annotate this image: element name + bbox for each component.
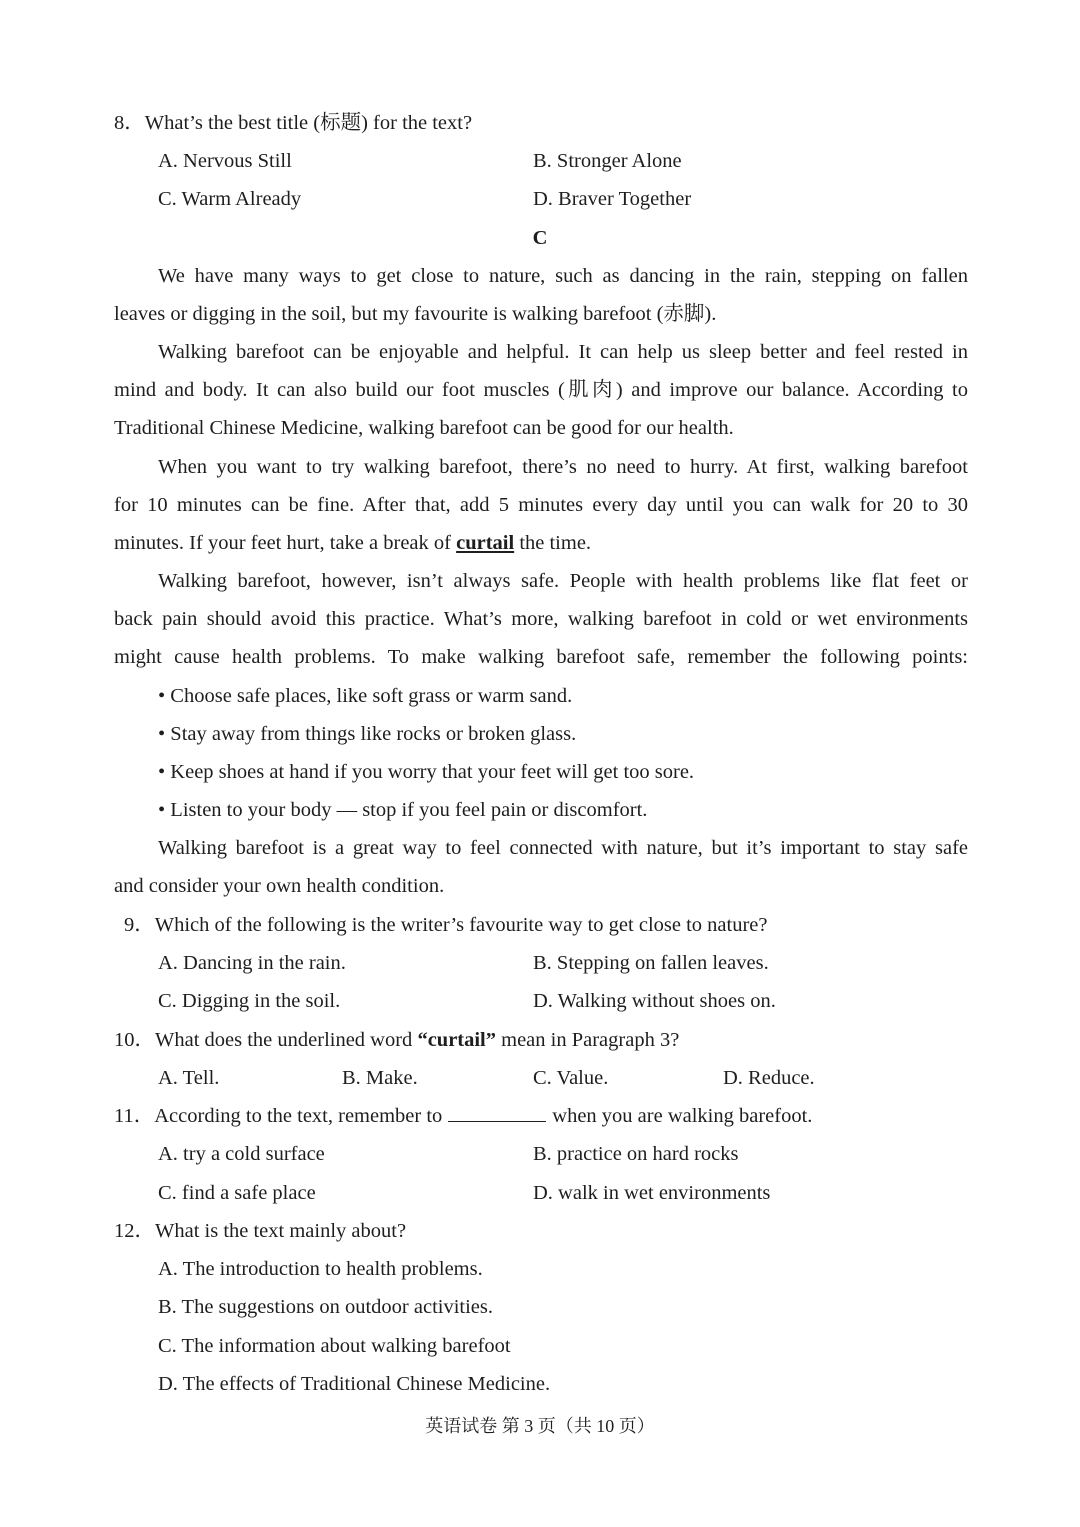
p3-line3-text-before: minutes. If your feet hurt, take a break of xyxy=(114,532,451,554)
q12-option-a: A. The introduction to health problems. xyxy=(158,1258,483,1280)
q11-option-c: C. find a safe place xyxy=(158,1182,316,1204)
q8-option-b: B. Stronger Alone xyxy=(533,150,682,172)
q12-option-d: D. The effects of Traditional Chinese Medicine. xyxy=(158,1373,551,1395)
q11-option-d: D. walk in wet environments xyxy=(533,1182,771,1204)
q8-option-c: C. Warm Already xyxy=(158,188,302,210)
q9-option-d: D. Walking without shoes on. xyxy=(533,990,776,1012)
q10-option-a: A. Tell. xyxy=(158,1067,220,1089)
q11-option-b: B. practice on hard rocks xyxy=(533,1143,739,1165)
q10-option-d: D. Reduce. xyxy=(723,1067,815,1089)
q10-option-c: C. Value. xyxy=(533,1067,609,1089)
q11-option-a: A. try a cold surface xyxy=(158,1143,325,1165)
q11-stem xyxy=(114,1103,812,1129)
q10-option-b: B. Make. xyxy=(342,1067,418,1089)
passage-p4-line1: Walking barefoot, however, isn’t always safe. People with health problems like flat feet or xyxy=(158,570,968,592)
passage-p5-line2: and consider your own health condition. xyxy=(114,875,445,897)
q8-stem: 8．What’s the best title (标题) for the text? xyxy=(114,112,473,134)
passage-p1-line1: We have many ways to get close to nature, such as dancing in the rain, stepping on fallen xyxy=(158,265,968,287)
passage-p3-line2: for 10 minutes can be fine. After that, add 5 minutes every day until you can walk for 20 to 30 xyxy=(114,494,968,516)
q11-stem-before: 11．According to the text, remember to xyxy=(114,1105,443,1127)
q10-stem-before: 10．What does the underlined word xyxy=(114,1029,413,1051)
passage-p2-line1: Walking barefoot can be enjoyable and helpful. It can help us sleep better and feel rested in xyxy=(158,341,968,363)
q9-option-b: B. Stepping on fallen leaves. xyxy=(533,952,769,974)
q8-option-a: A. Nervous Still xyxy=(158,150,292,172)
q10-stem xyxy=(114,1027,679,1053)
bullet-item: • Listen to your body — stop if you feel pain or discomfort. xyxy=(158,799,648,821)
q12-option-b: B. The suggestions on outdoor activities. xyxy=(158,1296,493,1318)
answer-blank xyxy=(448,1103,546,1122)
passage-p4-line3: might cause health problems. To make walking barefoot safe, remember the following points: xyxy=(114,646,968,668)
q12-stem: 12．What is the text mainly about? xyxy=(114,1220,407,1242)
passage-label: C xyxy=(532,227,548,249)
passage-p3-line3 xyxy=(114,530,591,556)
q11-stem-after: when you are walking barefoot. xyxy=(552,1105,813,1127)
q9-stem: 9．Which of the following is the writer’s favourite way to get close to nature? xyxy=(124,914,768,936)
q9-option-c: C. Digging in the soil. xyxy=(158,990,341,1012)
passage-p1-line2: leaves or digging in the soil, but my favourite is walking barefoot (赤脚). xyxy=(114,303,717,325)
bullet-item: • Stay away from things like rocks or broken glass. xyxy=(158,723,577,745)
passage-p5-line1: Walking barefoot is a great way to feel connected with nature, but it’s important to stay safe xyxy=(158,837,968,859)
passage-p3-line1: When you want to try walking barefoot, there’s no need to hurry. At first, walking barefoot xyxy=(158,456,968,478)
passage-p2-line3: Traditional Chinese Medicine, walking barefoot can be good for our health. xyxy=(114,417,734,439)
q10-stem-after: mean in Paragraph 3? xyxy=(501,1029,680,1051)
passage-p2-line2: mind and body. It can also build our foot muscles (肌肉) and improve our balance. According to xyxy=(114,379,968,401)
bullet-item: • Choose safe places, like soft grass or warm sand. xyxy=(158,685,573,707)
bullet-item: • Keep shoes at hand if you worry that your feet will get too sore. xyxy=(158,761,695,783)
page-footer: 英语试卷 第 3 页（共 10 页） xyxy=(425,1416,655,1436)
q10-stem-word: “curtail” xyxy=(417,1029,497,1051)
q9-option-a: A. Dancing in the rain. xyxy=(158,952,346,974)
passage-p4-line2: back pain should avoid this practice. What’s more, walking barefoot in cold or wet environments xyxy=(114,608,968,630)
q12-option-c: C. The information about walking barefoot xyxy=(158,1335,511,1357)
underlined-word-curtail: curtail xyxy=(456,532,515,554)
q8-option-d: D. Braver Together xyxy=(533,188,692,210)
p3-line3-text-after: the time. xyxy=(519,532,592,554)
